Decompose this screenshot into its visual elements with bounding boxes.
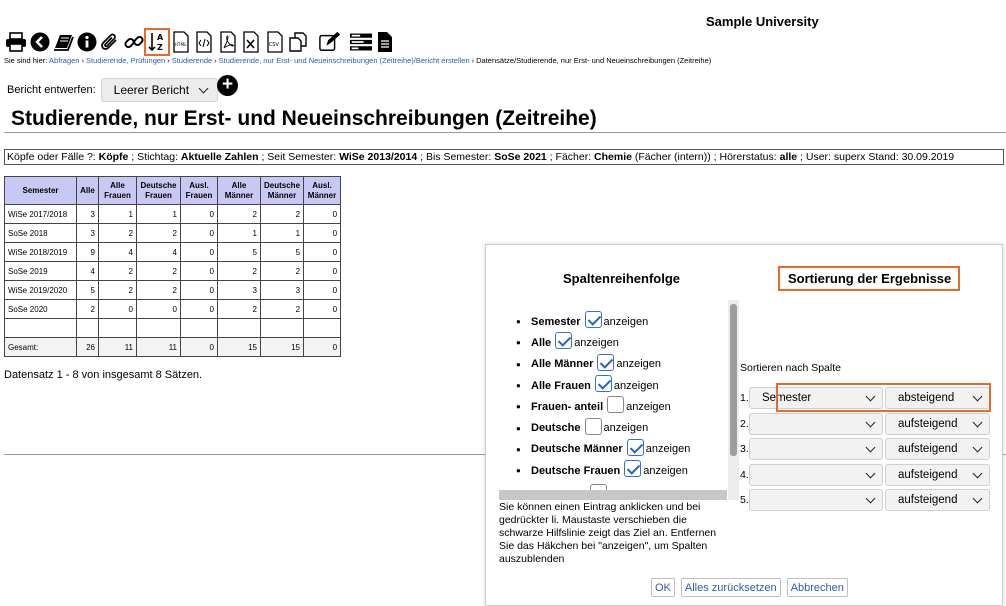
svg-text:Z: Z [157,43,163,52]
table-cell [99,319,137,338]
show-column-checkbox[interactable] [597,354,614,371]
table-cell: SoSe 2020 [5,300,77,319]
chevron-down-icon [866,493,876,503]
vertical-scrollbar[interactable] [728,300,739,490]
report-select-value: Leerer Bericht [113,83,190,97]
table-cell: 0 [181,262,218,281]
breadcrumb-link[interactable]: Studierende, nur Erst- und Neueinschreibungen (Zeitreihe)/Bericht erstellen [218,56,470,65]
column-name: Deutsche [531,422,581,435]
add-report-button[interactable]: + [217,75,238,96]
table-cell: 1 [218,224,261,243]
table-cell [137,319,181,338]
sort-index: 5. [740,494,749,506]
copy-icon[interactable] [287,30,309,54]
show-column-checkbox[interactable] [595,375,612,392]
chevron-down-icon [973,468,983,478]
chevron-right-icon: › [214,56,217,65]
table-cell: 2 [137,224,181,243]
table-cell: 3 [218,281,261,300]
cancel-button[interactable]: Abbrechen [787,578,848,597]
sort-direction-value: aufsteigend [898,418,958,430]
chevron-down-icon [866,468,876,478]
breadcrumb-link[interactable]: Studierende [171,56,213,65]
reset-all-button[interactable]: Alles zurücksetzen [681,578,781,597]
table-cell: 5 [218,243,261,262]
sort-direction-value: aufsteigend [898,494,958,506]
table-cell: 4 [137,243,181,262]
sort-direction-value: absteigend [898,392,955,404]
report-select[interactable] [101,78,218,102]
table-cell: WiSe 2019/2020 [5,281,77,300]
chevron-down-icon [866,417,876,427]
table-cell: WiSe 2017/2018 [5,205,77,224]
table-cell: 5 [77,281,99,300]
sort-column-select[interactable] [749,387,883,409]
column-name: Alle Männer [531,358,594,371]
table-cell: 0 [181,243,218,262]
chevron-down-icon [866,391,876,401]
divider [4,132,1006,133]
table-cell: 3 [77,205,99,224]
table-cell: 0 [304,262,341,281]
sort-direction-select[interactable] [885,464,990,486]
table-cell: 0 [304,281,341,300]
csv-icon[interactable] [264,30,286,54]
table-cell: 11 [137,338,181,357]
table-row [5,319,341,338]
chevron-right-icon: › [167,56,170,65]
column-header[interactable]: Alle [77,177,99,205]
ok-button[interactable]: OK [651,578,675,597]
table-cell: 0 [181,338,218,357]
column-order-item[interactable] [516,354,726,375]
table-cell [261,319,304,338]
back-icon[interactable] [29,30,51,54]
info-icon[interactable] [76,30,98,54]
report-design-row [7,78,218,102]
column-order-item[interactable] [516,417,726,438]
show-label: anzeigen [613,379,659,392]
show-label: anzeigen [574,336,619,349]
bullet-icon: ● [516,359,521,369]
table-row [5,281,341,300]
svg-text:CSV: CSV [268,42,279,48]
show-column-checkbox[interactable] [627,439,644,456]
sort-by-label: Sortieren nach Spalte [740,362,841,374]
sort-row [740,412,990,436]
table-cell: 2 [137,262,181,281]
chevron-down-icon [973,391,983,401]
table-cell: 4 [99,243,137,262]
table-cell: 11 [99,338,137,357]
breadcrumb-prefix: Sie sind hier: [4,56,48,65]
column-name: Deutsche Frauen [531,464,621,477]
table-cell: 2 [218,262,261,281]
table-cell: 3 [77,224,99,243]
sort-direction-select[interactable] [885,438,990,460]
column-name: Semester [531,315,581,328]
column-header[interactable]: Alle Frauen [99,177,137,205]
column-order-item[interactable] [516,439,726,460]
paperclip-icon[interactable] [99,30,121,54]
column-header[interactable]: Semester [5,177,77,205]
breadcrumb-link[interactable]: Abfragen [49,56,80,65]
scrollbar-thumb[interactable] [730,304,737,456]
table-cell: 0 [181,281,218,300]
page-title: Studierende, nur Erst- und Neueinschreibungen (Zeitreihe) [11,107,597,130]
table-cell: 2 [261,262,304,281]
table-cell: 1 [137,205,181,224]
sort-results-title: Sortierung der Ergebnisse [778,266,960,291]
column-order-item[interactable] [516,332,726,353]
table-cell: 1 [261,224,304,243]
table-cell: 15 [218,338,261,357]
svg-text:HTML: HTML [174,43,187,48]
table-cell: 0 [304,338,341,357]
column-name: Alle [531,336,552,349]
table-cell [5,319,77,338]
column-header[interactable]: Deutsche Männer [261,177,304,205]
print-icon[interactable] [5,30,27,54]
table-cell [77,319,99,338]
sort-column-select[interactable] [749,413,883,435]
column-order-item[interactable] [516,375,726,396]
column-order-item[interactable] [516,396,726,417]
document-icon[interactable] [374,30,396,54]
code-icon[interactable] [193,30,215,54]
table-cell: WiSe 2018/2019 [5,243,77,262]
dialog-buttons [651,578,854,597]
column-header[interactable]: Deutsche Frauen [137,177,181,205]
edit-icon[interactable] [319,30,341,54]
scrollbar-corner [728,490,739,500]
table-cell: 2 [261,205,304,224]
column-name: Deutsche Männer [531,443,623,456]
column-order-list[interactable] [516,311,726,491]
show-column-checkbox[interactable] [585,418,602,435]
link-icon[interactable] [123,30,145,54]
chevron-down-icon [973,442,983,452]
table-cell: 0 [181,205,218,224]
table-cell: 0 [181,300,218,319]
pdf-icon[interactable] [217,30,239,54]
chevron-right-icon: › [81,56,84,65]
table-cell: 2 [137,281,181,300]
sort-az-icon[interactable] [146,30,168,54]
bullet-icon: ● [516,423,521,433]
table-cell: 0 [304,300,341,319]
show-label: anzeigen [626,400,671,413]
sort-direction-select[interactable] [885,489,990,511]
table-cell: 9 [77,243,99,262]
column-order-item[interactable] [516,460,726,481]
chevron-down-icon [973,493,983,503]
table-cell: 2 [99,262,137,281]
show-column-checkbox[interactable] [624,460,641,477]
table-cell: SoSe 2019 [5,262,77,281]
results-table [4,176,341,357]
layout-list-icon[interactable] [350,30,372,54]
sort-column-select[interactable] [749,464,883,486]
table-cell: Gesamt: [5,338,77,357]
sort-row [740,488,990,512]
chevron-down-icon [973,417,983,427]
table-row [5,243,341,262]
table-cell: 0 [99,300,137,319]
html-icon[interactable] [170,30,192,54]
record-count: Datensatz 1 - 8 von insgesamt 8 Sätzen. [4,369,203,381]
sort-index: 1. [740,392,749,404]
column-order-item[interactable] [516,311,726,332]
table-cell: 2 [77,300,99,319]
table-total-row [5,338,341,357]
chevron-down-icon [198,83,208,93]
show-column-checkbox[interactable] [555,332,572,349]
table-cell: 2 [218,205,261,224]
bullet-icon: ● [516,381,521,391]
table-row [5,300,341,319]
column-sort-dialog [485,244,1003,606]
column-name: Alle Frauen [531,379,591,392]
toolbar [5,29,397,55]
sort-column-value: Semester [762,392,812,404]
bullet-icon: ● [516,466,521,476]
table-row [5,205,341,224]
university-name: Sample University [706,14,819,29]
table-cell: 0 [181,224,218,243]
column-name: Frauen- anteil [531,400,604,413]
table-cell: 15 [261,338,304,357]
sort-column-select[interactable] [749,438,883,460]
sort-row [740,386,990,410]
books-icon[interactable] [52,30,74,54]
table-row [5,262,341,281]
help-text: Sie können einen Eintrag anklicken und bei gedrückter li. Maustaste verschieben die schwarze Hilfslinie zeigt das Ziel an. Entfernen Sie das Häkchen bei "anzeigen", um Spalten auszublenden [499,501,717,565]
table-cell: 4 [77,262,99,281]
filter-summary: Köpfe oder Fälle ?: Köpfe ; Stichtag: Aktuelle Zahlen ; Seit Semester: WiSe 2013/2014 ; Bis Semester: SoSe 2021 ; Fächer: Chemie (Fächer (intern)) ; Hörerstatus: alle ; User: superx Stand: 30.09.2019 [4,149,1004,165]
report-design-label: Bericht entwerfen: [7,84,96,96]
sort-column-select[interactable] [749,489,883,511]
table-cell: 0 [304,243,341,262]
horizontal-scrollbar[interactable] [499,490,727,500]
chevron-right-icon: › [471,56,475,65]
sort-direction-value: aufsteigend [898,469,958,481]
table-cell: 0 [304,205,341,224]
column-header[interactable]: Ausl. Frauen [181,177,218,205]
table-cell: 3 [261,281,304,300]
chevron-down-icon [866,442,876,452]
svg-text:A: A [157,33,164,42]
breadcrumb [4,56,711,65]
bullet-icon: ● [516,317,521,327]
column-header[interactable]: Alle Männer [218,177,261,205]
show-label: anzeigen [645,443,691,456]
bullet-icon: ● [516,402,521,412]
table-cell: 2 [99,224,137,243]
table-cell [304,319,341,338]
bullet-icon: ● [516,338,521,348]
show-column-checkbox[interactable] [585,311,602,328]
show-label: anzeigen [643,464,688,477]
sort-row [740,463,990,487]
bullet-icon: ● [516,444,521,454]
table-cell: 2 [261,300,304,319]
show-label: anzeigen [603,315,649,328]
divider [4,454,486,455]
table-row [5,224,341,243]
table-cell: 2 [99,281,137,300]
column-header[interactable]: Ausl. Männer [304,177,341,205]
sort-index: 2. [740,418,749,430]
breadcrumb-current: Datensätze/Studierende, nur Erst- und Neueinschreibungen (Zeitreihe) [476,56,712,65]
sort-direction-select[interactable] [885,413,990,435]
show-column-checkbox[interactable] [607,396,624,413]
table-cell: 2 [218,300,261,319]
table-cell: 5 [261,243,304,262]
table-cell: 1 [99,205,137,224]
breadcrumb-link[interactable]: Studierende, Prüfungen [85,56,166,65]
excel-icon[interactable] [240,30,262,54]
table-cell [181,319,218,338]
sort-direction-select[interactable] [885,387,990,409]
show-label: anzeigen [616,358,662,371]
table-header-row [5,177,341,205]
table-cell: 26 [77,338,99,357]
table-cell [218,319,261,338]
table-cell: 0 [304,224,341,243]
sort-direction-value: aufsteigend [898,443,958,455]
sort-index: 3. [740,443,749,455]
sort-row [740,437,990,461]
column-order-title: Spaltenreihenfolge [563,271,681,286]
show-label: anzeigen [603,422,649,435]
table-cell: SoSe 2018 [5,224,77,243]
sort-index: 4. [740,469,749,481]
table-cell: 0 [137,300,181,319]
